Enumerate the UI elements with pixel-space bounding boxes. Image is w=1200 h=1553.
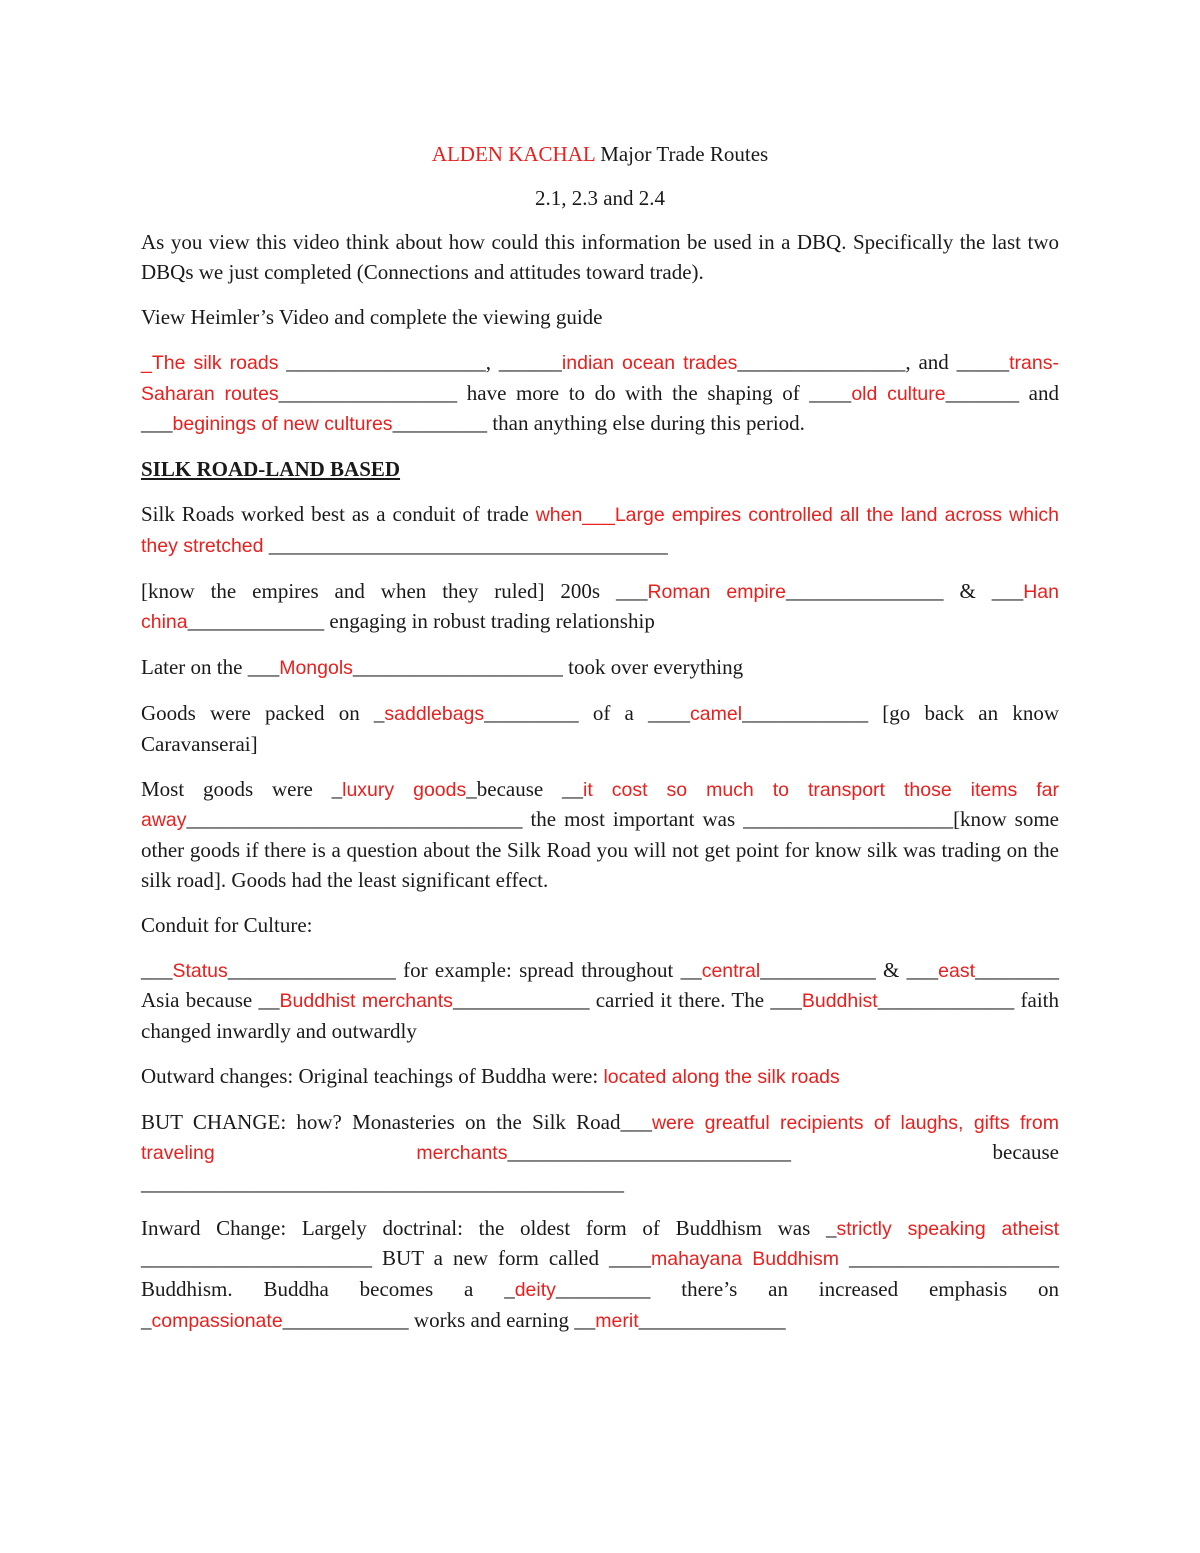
question-text: Silk Roads worked best as a conduit of trade [141, 502, 536, 527]
question-text: BUT CHANGE: how? Monasteries on the Silk Road___ [141, 1109, 652, 1134]
answer-status: Status [172, 959, 228, 982]
blank-text: ______________________________________ [263, 532, 668, 557]
empires-paragraph [141, 577, 1059, 638]
answer-east: east [938, 959, 975, 982]
document-title [141, 140, 1059, 170]
answer-mahayana: mahayana Buddhism [651, 1248, 839, 1271]
but-change-paragraph [141, 1108, 1059, 1199]
culture-heading: Conduit for Culture: [141, 912, 313, 937]
goods-packed-paragraph [141, 699, 1059, 759]
answer-mongols: Mongols [279, 657, 353, 680]
blank-text: _________________ have more to do with the shaping of ____ [278, 380, 852, 405]
blank-text: _________ there’s an increased emphasis on _ [141, 1277, 1059, 1332]
answer-camel: camel [690, 703, 743, 726]
answer-buddhist: Buddhist [801, 990, 878, 1013]
blank-text: ______________ [638, 1307, 786, 1332]
answer-large-empires: when___Large empires controlled all the land across which they stretched [141, 504, 1059, 557]
question-text: Inward Change: Largely doctrinal: the oldest form of Buddhism was _ [141, 1215, 837, 1240]
blank-text: _____________ faith changed inwardly and outwardly [141, 988, 1060, 1043]
answer-silk-roads: _The silk roads [141, 351, 279, 374]
blank-text: _because __ [466, 776, 584, 801]
answer-han-china: Han china [141, 580, 1059, 634]
blank-text: ____________________ took over everything [352, 655, 744, 680]
luxury-goods-paragraph [141, 775, 1059, 895]
blank-text: _____________ carried it there. The ___ [452, 988, 802, 1013]
conduit-paragraph [141, 500, 1059, 561]
answer-new-cultures: beginings of new cultures [172, 413, 393, 436]
answer-monasteries: were greatful recipients of laughs, gifts from traveling merchants [141, 1111, 1059, 1165]
answer-atheist: strictly speaking atheist [836, 1217, 1060, 1240]
answer-silk-roads-location: located along the silk roads [603, 1065, 840, 1088]
unit-numbers: 2.1, 2.3 and 2.4 [534, 186, 666, 211]
answer-compassionate: compassionate [151, 1309, 283, 1332]
trade-routes-paragraph [141, 348, 1059, 440]
blank-text: _______ and ___ [141, 380, 1060, 436]
blank-text: ________________ for example: spread throughout __ [227, 957, 702, 982]
blank-text: _________ than anything else during this period. [392, 411, 805, 436]
mongols-paragraph [141, 653, 1059, 684]
answer-roman-empire: Roman empire [647, 580, 787, 603]
blank-text: _______________ & ___ [786, 578, 1024, 603]
blank-text: ____________ works and earning __ [282, 1307, 596, 1332]
blank-text: ____________________ Buddhism. Buddha becomes a _ [141, 1246, 1059, 1302]
blank-text: ________ Asia because __ [141, 957, 1059, 1013]
question-text: Outward changes: Original teachings of Buddha were: [141, 1063, 604, 1088]
answer-old-culture: old culture [851, 382, 946, 405]
question-text: Goods were packed on _ [141, 701, 385, 726]
instruction-line: View Heimler’s Video and complete the viewing guide [141, 304, 603, 329]
student-name: ALDEN KACHAL [431, 142, 595, 166]
intro-paragraph: As you view this video think about how could this information be used in a DBQ. Specifically the last two DBQs we just completed (Connections and attitudes toward trade). [141, 230, 1059, 284]
blank-text: ___________________________ because ______________________________________________ [141, 1140, 1059, 1195]
buddhism-spread-paragraph [141, 956, 1059, 1047]
title-text: Major Trade Routes [600, 142, 769, 166]
blank-text: ____________ [go back an know Caravanserai] [141, 701, 1059, 756]
document-body [141, 140, 1059, 1336]
inward-change-paragraph [141, 1214, 1059, 1336]
blank-text: ________________, and _____ [737, 349, 1010, 374]
outward-changes-paragraph [141, 1062, 1059, 1093]
answer-luxury-goods: luxury goods [342, 778, 467, 801]
blank-text: ___________ & ___ [760, 957, 939, 982]
answer-buddhist-merchants: Buddhist merchants [279, 990, 453, 1013]
blank-text: _________ of a ____ [484, 701, 691, 726]
blank-text: ______________________ BUT a new form called ____ [141, 1246, 651, 1271]
answer-transport-cost: it cost so much to transport those items far away [141, 778, 1059, 832]
blank-text: ___________________, ______ [278, 349, 562, 374]
blank-text: ___ [141, 957, 173, 982]
answer-indian-ocean: indian ocean trades [561, 351, 738, 374]
answer-merit: merit [595, 1309, 639, 1332]
question-text: Most goods were _ [141, 776, 343, 801]
blank-text: ________________________________ the most important was ____________________[know some other goods if there is a question about the Silk Road you will not get point for know silk was trading on the silk road]. Goods had the least significant effect. [141, 807, 1059, 892]
answer-deity: deity [514, 1279, 556, 1302]
question-text: Later on the ___ [141, 655, 280, 680]
answer-trans-saharan: trans- Saharan routes [141, 351, 1059, 405]
question-text: [know the empires and when they ruled] 200s ___ [141, 578, 648, 603]
answer-saddlebags: saddlebags [384, 703, 485, 726]
section-heading: SILK ROAD-LAND BASED [141, 457, 401, 482]
answer-central: central [701, 959, 761, 982]
blank-text: _____________ engaging in robust trading relationship [187, 609, 655, 634]
